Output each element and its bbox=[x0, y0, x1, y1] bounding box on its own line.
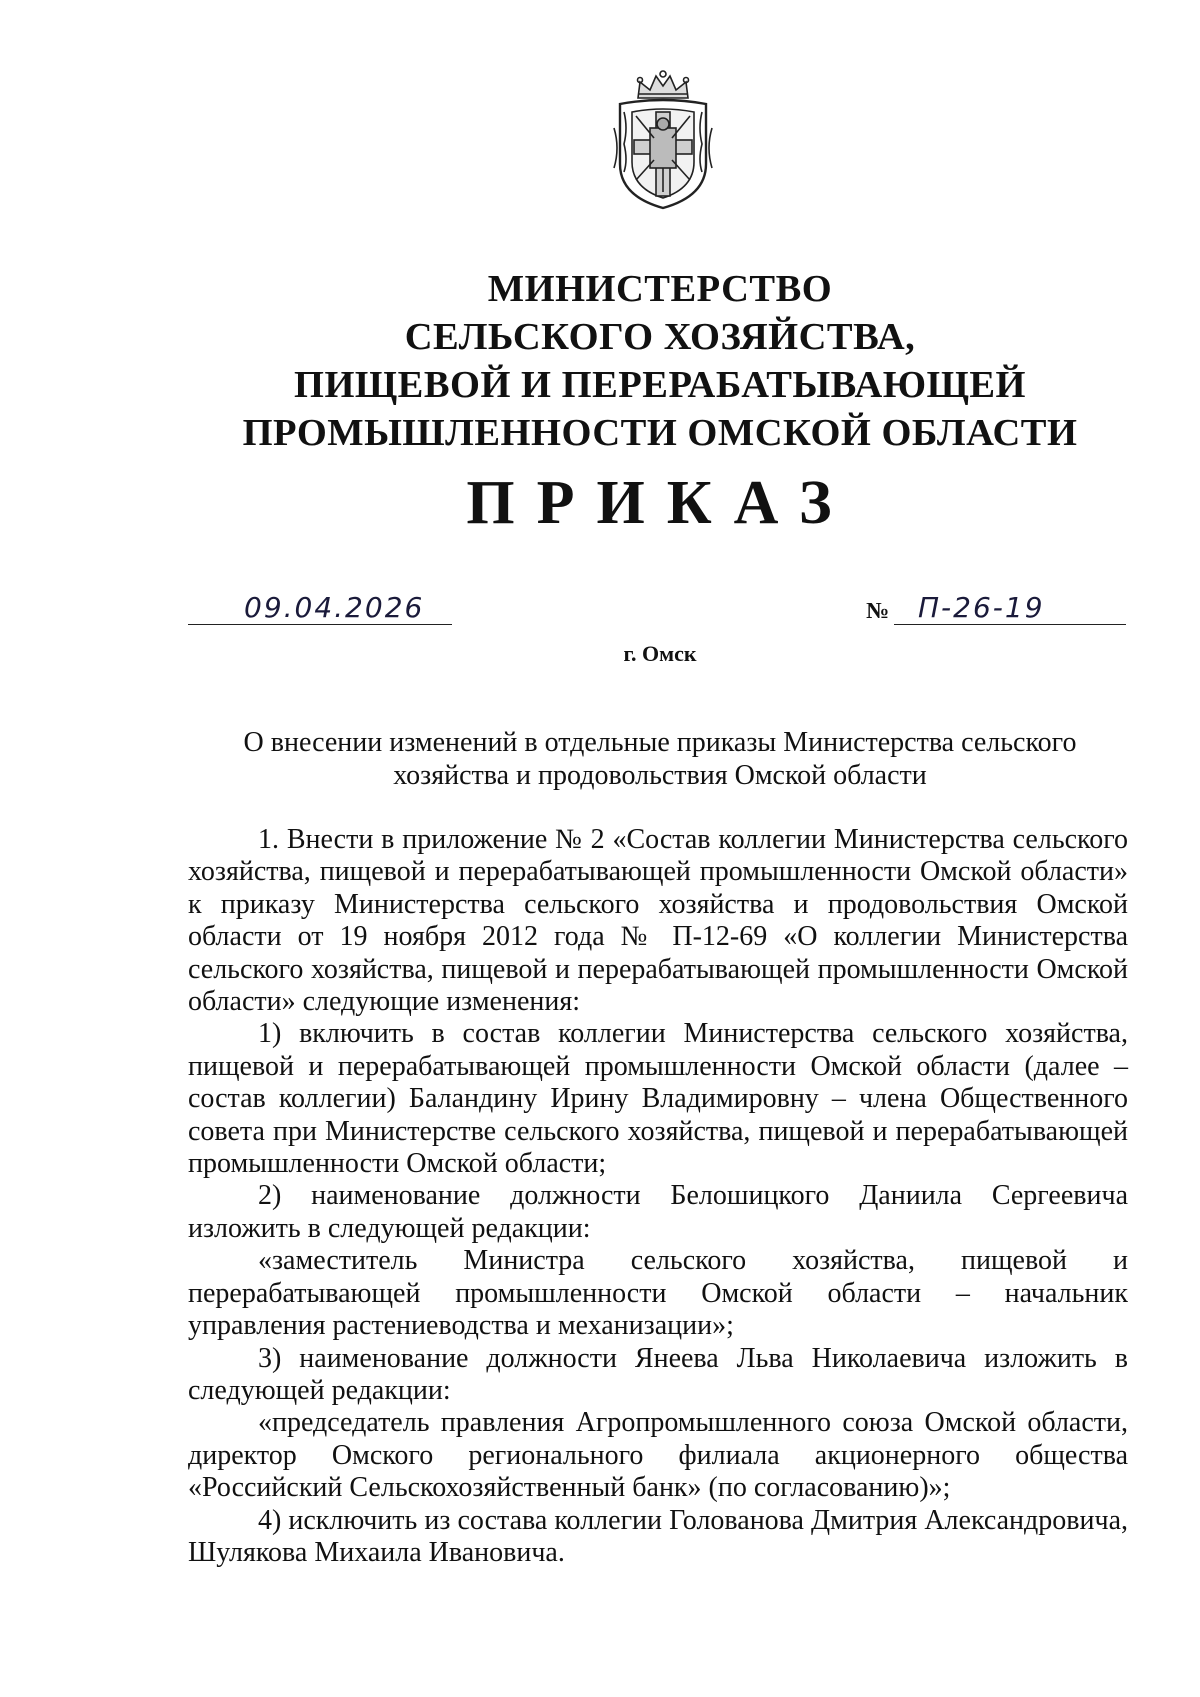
paragraph-1-1: 1) включить в состав коллегии Министерства сельского хозяйства, пищевой и перерабатывающей промышленности Омской области (далее – состав коллегии) Баландину Ирину Владимировну – члена Общественного совета при Министерстве сельского хозяйства, пищевой и перерабатывающей промышленности Омской области; bbox=[188, 1018, 1128, 1180]
paragraph-1-2-quote: «заместитель Министра сельского хозяйства, пищевой и перерабатывающей промышленности Омской области – начальник управления растениеводства и механизации»; bbox=[188, 1245, 1128, 1342]
paragraph-1: 1. Внести в приложение № 2 «Состав коллегии Министерства сельского хозяйства, пищевой и перерабатывающей промышленности Омской области» к приказу Министерства сельского хозяйства и продовольствия Омской области от 19 ноября 2012 года № П-12-69 «О коллегии Министерства сельского хозяйства, пищевой и перерабатывающей промышленности Омской области» следующие изменения: bbox=[188, 824, 1128, 1018]
paragraph-1-2: 2) наименование должности Белошицкого Даниила Сергеевича изложить в следующей редакции: bbox=[188, 1180, 1128, 1244]
date-field bbox=[188, 591, 452, 625]
document-number: П-26-19 bbox=[918, 591, 1045, 624]
paragraph-1-4: 4) исключить из состава коллегии Голованова Дмитрия Александровича, Шулякова Михаила Ивановича. bbox=[188, 1504, 1128, 1568]
ministry-line: ПРОМЫШЛЕННОСТИ ОМСКОЙ ОБЛАСТИ bbox=[242, 412, 1078, 454]
city-label: г. Омск bbox=[623, 641, 697, 666]
order-body bbox=[188, 824, 1128, 1569]
date-value: 09.04.2026 bbox=[244, 591, 425, 624]
number-sign: № bbox=[866, 598, 890, 623]
document-type-title: ПРИКАЗ bbox=[466, 469, 854, 537]
subject-line: хозяйства и продовольствия Омской области bbox=[393, 760, 927, 791]
number-field bbox=[894, 591, 1126, 625]
ministry-line: СЕЛЬСКОГО ХОЗЯЙСТВА, bbox=[404, 316, 916, 358]
subject-heading bbox=[150, 726, 1170, 792]
ministry-name bbox=[150, 265, 1170, 457]
paragraph-1-3-quote: «председатель правления Агропромышленного союза Омской области, директор Омского регионального филиала акционерного общества «Российский Сельскохозяйственный банк» (по согласованию)»; bbox=[188, 1407, 1128, 1504]
paragraph-1-3: 3) наименование должности Янеева Льва Николаевича изложить в следующей редакции: bbox=[188, 1342, 1128, 1406]
subject-line: О внесении изменений в отдельные приказы Министерства сельского bbox=[243, 727, 1077, 758]
coat-of-arms-icon bbox=[610, 68, 716, 212]
ministry-line: МИНИСТЕРСТВО bbox=[487, 268, 833, 310]
ministry-line: ПИЩЕВОЙ И ПЕРЕРАБАТЫВАЮЩЕЙ bbox=[294, 364, 1026, 406]
